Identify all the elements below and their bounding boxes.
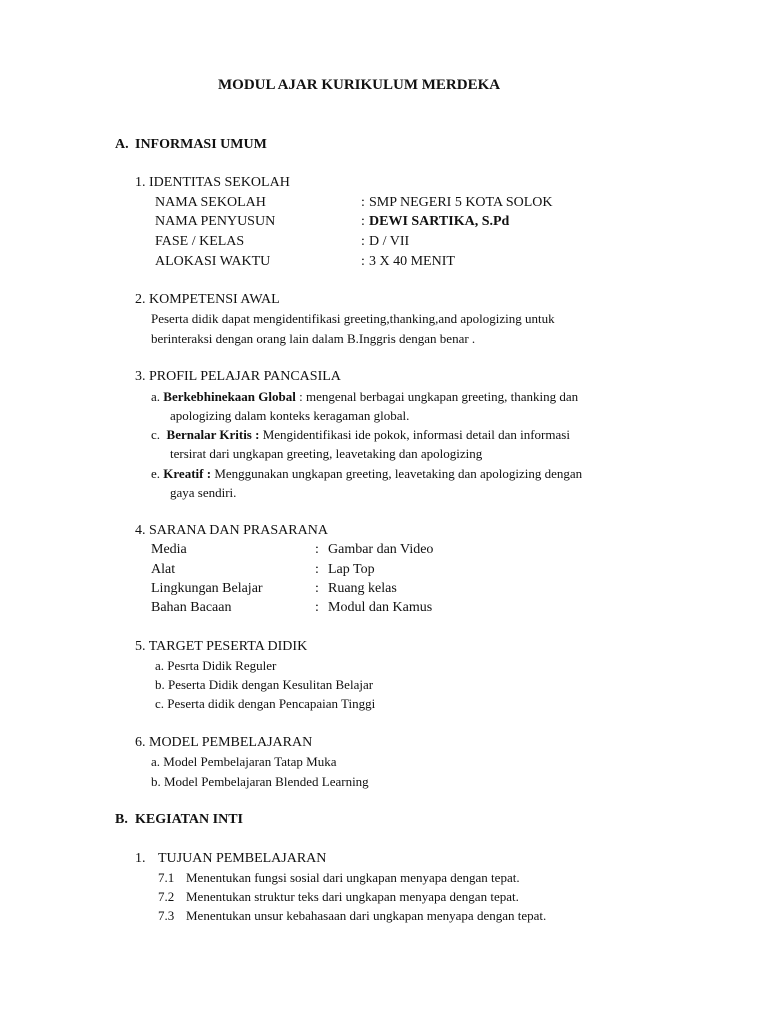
kompetensi-line: Peserta didik dapat mengidentifikasi greeting,thanking,and apologizing untuk xyxy=(151,311,555,326)
tujuan-heading: TUJUAN PEMBELAJARAN xyxy=(158,851,327,866)
identitas-sep: : xyxy=(361,214,365,229)
tujuan-item-num: 7.1 xyxy=(158,870,175,885)
target-item: a. Pesrta Didik Reguler xyxy=(155,658,277,673)
sarana-label: Lingkungan Belajar xyxy=(151,581,263,596)
sarana-label: Alat xyxy=(151,562,176,577)
profil-item xyxy=(151,426,570,444)
sarana-value: Lap Top xyxy=(328,562,375,577)
profil-item xyxy=(151,388,578,406)
section-b-label: B. xyxy=(115,812,128,827)
sarana-label: Media xyxy=(151,542,187,557)
sarana-heading: 4. SARANA DAN PRASARANA xyxy=(135,523,328,538)
identitas-sep: : xyxy=(361,234,365,249)
identitas-label: NAMA PENYUSUN xyxy=(155,214,276,229)
tujuan-item-num: 7.2 xyxy=(158,889,175,904)
tujuan-item-text: Menentukan unsur kebahasaan dari ungkapan menyapa dengan tepat. xyxy=(186,908,547,923)
sarana-sep: : xyxy=(315,542,319,557)
profil-marker: e. xyxy=(151,466,161,481)
sarana-sep: : xyxy=(315,581,319,596)
tujuan-item-text: Menentukan struktur teks dari ungkapan menyapa dengan tepat. xyxy=(186,889,519,904)
sarana-label: Bahan Bacaan xyxy=(151,600,232,615)
profil-text: : mengenal berbagai ungkapan greeting, thanking dan xyxy=(295,389,579,404)
profil-cont: apologizing dalam konteks keragaman global. xyxy=(170,408,410,423)
profil-item xyxy=(151,465,582,483)
sarana-sep: : xyxy=(315,562,319,577)
sarana-value: Gambar dan Video xyxy=(328,542,434,557)
identitas-label: NAMA SEKOLAH xyxy=(155,195,266,210)
identitas-sep: : xyxy=(361,254,365,269)
profil-term: Berkebhinekaan Global xyxy=(163,389,296,404)
target-item: b. Peserta Didik dengan Kesulitan Belajar xyxy=(155,677,374,692)
identitas-label: ALOKASI WAKTU xyxy=(155,254,271,269)
model-heading: 6. MODEL PEMBELAJARAN xyxy=(135,735,313,750)
tujuan-num: 1. xyxy=(135,851,146,866)
profil-text: Menggunakan ungkapan greeting, leavetaking dan apologizing dengan xyxy=(211,466,583,481)
identitas-value: DEWI SARTIKA, S.Pd xyxy=(369,214,510,229)
profil-term: Bernalar Kritis : xyxy=(166,427,260,442)
identitas-value: 3 X 40 MENIT xyxy=(369,254,455,269)
identitas-heading: 1. IDENTITAS SEKOLAH xyxy=(135,175,290,190)
profil-text: Mengidentifikasi ide pokok, informasi detail dan informasi xyxy=(259,427,570,442)
profil-marker: a. xyxy=(151,389,161,404)
sarana-value: Modul dan Kamus xyxy=(328,600,433,615)
profil-term: Kreatif : xyxy=(163,466,212,481)
profil-heading: 3. PROFIL PELAJAR PANCASILA xyxy=(135,369,341,384)
profil-cont: tersirat dari ungkapan greeting, leavetaking dan apologizing xyxy=(170,446,483,461)
sarana-value: Ruang kelas xyxy=(328,581,397,596)
target-item: c. Peserta didik dengan Pencapaian Tinggi xyxy=(155,696,376,711)
section-a-title: INFORMASI UMUM xyxy=(135,137,267,152)
section-a-label: A. xyxy=(115,137,129,152)
identitas-label: FASE / KELAS xyxy=(155,234,245,249)
model-item: b. Model Pembelajaran Blended Learning xyxy=(151,774,369,789)
kompetensi-heading: 2. KOMPETENSI AWAL xyxy=(135,292,280,307)
tujuan-item-num: 7.3 xyxy=(158,908,175,923)
identitas-value: SMP NEGERI 5 KOTA SOLOK xyxy=(369,195,553,210)
identitas-value: D / VII xyxy=(369,234,410,249)
section-b-title: KEGIATAN INTI xyxy=(135,812,244,827)
model-item: a. Model Pembelajaran Tatap Muka xyxy=(151,754,337,769)
profil-cont: gaya sendiri. xyxy=(170,485,237,500)
sarana-sep: : xyxy=(315,600,319,615)
document-title: MODUL AJAR KURIKULUM MERDEKA xyxy=(218,77,501,93)
target-heading: 5. TARGET PESERTA DIDIK xyxy=(135,639,308,654)
tujuan-item-text: Menentukan fungsi sosial dari ungkapan menyapa dengan tepat. xyxy=(186,870,520,885)
identitas-sep: : xyxy=(361,195,365,210)
profil-marker: c. xyxy=(151,427,161,442)
kompetensi-line: berinteraksi dengan orang lain dalam B.Inggris dengan benar . xyxy=(151,331,476,346)
